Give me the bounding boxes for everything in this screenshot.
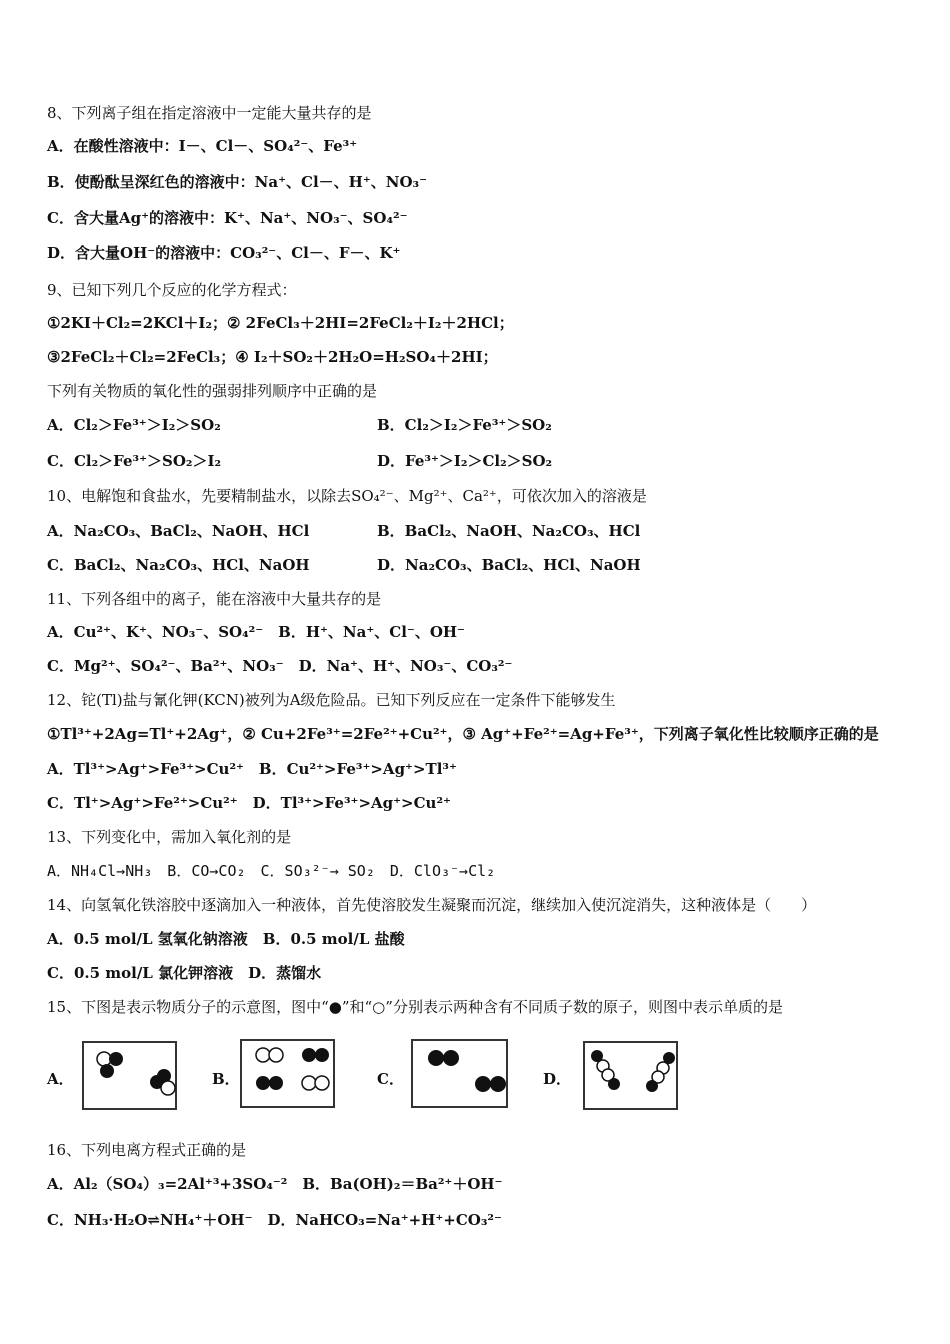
diagram-d-black-atom (646, 1080, 658, 1092)
q9-option-a: A．Cl₂＞Fe³⁺＞I₂＞SO₂ (47, 416, 221, 434)
q13-stem: 13、下列变化中，需加入氧化剂的是 (47, 828, 292, 846)
diagram-a-black-atom (100, 1064, 114, 1078)
q15-label-d: D． (543, 1070, 572, 1088)
q8-stem: 8、下列离子组在指定溶液中一定能大量共存的是 (47, 104, 372, 122)
q14-options-ab: A．0.5 mol/L 氢氧化钠溶液 B．0.5 mol/L 盐酸 (47, 930, 405, 948)
q12-options-ab: A．Tl³⁺>Ag⁺>Fe³⁺>Cu²⁺ B．Cu²⁺>Fe³⁺>Ag⁺>Tl³⁺ (47, 760, 457, 778)
q11-options-cd: C．Mg²⁺、SO₄²⁻、Ba²⁺、NO₃⁻ D．Na⁺、H⁺、NO₃⁻、CO₃²⁻ (47, 657, 513, 675)
q8-option-c: C．含大量Ag⁺的溶液中：K⁺、Na⁺、NO₃⁻、SO₄²⁻ (47, 209, 408, 227)
diagram-c-black-atom (443, 1050, 459, 1066)
diagram-c-box (412, 1040, 507, 1107)
diagram-b-black-atom (302, 1048, 316, 1062)
q9-option-c: C．Cl₂＞Fe³⁺＞SO₂＞I₂ (47, 452, 222, 470)
q14-stem: 14、向氢氧化铁溶胶中逐滴加入一种液体，首先使溶胶发生凝聚而沉淀，继续加入使沉淀消失，这种液体是（ ） (47, 896, 817, 914)
q8-option-d: D．含大量OH⁻的溶液中：CO₃²⁻、Cl－、F－、K⁺ (47, 244, 401, 262)
diagram-b-black-atom (256, 1076, 270, 1090)
diagram-c-black-atom (490, 1076, 506, 1092)
diagram-b-white-atom (256, 1048, 270, 1062)
q12-stem: 12、铊(Tl)盐与氰化钾(KCN)被列为A级危险品。已知下列反应在一定条件下能够发生 (47, 691, 616, 709)
q15-stem: 15、下图是表示物质分子的示意图，图中“●”和“○”分别表示两种含有不同质子数的原子，则图中表示单质的是 (47, 998, 783, 1016)
diagram-a-white-atom (161, 1081, 175, 1095)
q9-stem: 9、已知下列几个反应的化学方程式： (47, 281, 297, 299)
q12-equations: ①Tl³⁺+2Ag=Tl⁺+2Ag⁺，② Cu+2Fe³⁺=2Fe²⁺+Cu²⁺，③ Ag⁺+Fe²⁺=Ag+Fe³⁺，下列离子氧化性比较顺序正确的是 (47, 725, 879, 743)
diagram-b-black-atom (315, 1048, 329, 1062)
q16-options-ab: A．Al₂（SO₄）₃=2Al⁺³+3SO₄⁻² B．Ba(OH)₂＝Ba²⁺＋OH⁻ (47, 1175, 503, 1193)
q9-equation-1: ①2KI＋Cl₂=2KCl＋I₂；② 2FeCl₃＋2HI=2FeCl₂＋I₂＋2HCl； (47, 314, 514, 332)
diagram-a-white-atom (97, 1052, 111, 1066)
q11-options-ab: A．Cu²⁺、K⁺、NO₃⁻、SO₄²⁻ B．H⁺、Na⁺、Cl⁻、OH⁻ (47, 623, 465, 641)
q10-stem: 10、电解饱和食盐水，先要精制盐水，以除去SO₄²⁻、Mg²⁺、Ca²⁺，可依次加入的溶液是 (47, 487, 647, 505)
q15-label-b: B． (212, 1070, 240, 1088)
diagram-c-black-atom (475, 1076, 491, 1092)
diagram-a-black-atom (109, 1052, 123, 1066)
q8-option-a: A．在酸性溶液中：I－、Cl－、SO₄²⁻、Fe³⁺ (47, 137, 358, 155)
diagram-d-black-atom (608, 1078, 620, 1090)
diagram-b-white-atom (315, 1076, 329, 1090)
diagram-b-black-atom (269, 1076, 283, 1090)
q12-options-cd: C．Tl⁺>Ag⁺>Fe²⁺>Cu²⁺ D．Tl³⁺>Fe³⁺>Ag⁺>Cu²⁺ (47, 794, 451, 812)
q16-options-cd: C．NH₃·H₂O⇌NH₄⁺＋OH⁻ D．NaHCO₃=Na⁺+H⁺+CO₃²⁻ (47, 1211, 502, 1229)
q13-options: A．NH₄Cl→NH₃ B．CO→CO₂ C．SO₃²⁻→ SO₂ D．ClO₃⁻→Cl₂ (47, 862, 496, 880)
q9-question: 下列有关物质的氧化性的强弱排列顺序中正确的是 (47, 382, 378, 400)
q10-option-a: A．Na₂CO₃、BaCl₂、NaOH、HCl (47, 522, 310, 540)
q10-option-c: C．BaCl₂、Na₂CO₃、HCl、NaOH (47, 556, 310, 574)
diagram-b-white-atom (302, 1076, 316, 1090)
q10-option-d: D．Na₂CO₃、BaCl₂、HCl、NaOH (377, 556, 641, 574)
q15-label-c: C． (377, 1070, 404, 1088)
q9-option-b: B．Cl₂＞I₂＞Fe³⁺＞SO₂ (377, 416, 552, 434)
q9-option-d: D．Fe³⁺＞I₂＞Cl₂＞SO₂ (377, 452, 553, 470)
q9-equation-2: ③2FeCl₂＋Cl₂=2FeCl₃；④ I₂＋SO₂＋2H₂O=H₂SO₄＋2HI； (47, 348, 498, 366)
q8-option-b: B．使酚酞呈深红色的溶液中：Na⁺、Cl－、H⁺、NO₃⁻ (47, 173, 428, 191)
q11-stem: 11、下列各组中的离子，能在溶液中大量共存的是 (47, 590, 382, 608)
diagram-b-white-atom (269, 1048, 283, 1062)
q15-label-a: A． (47, 1070, 74, 1088)
q16-stem: 16、下列电离方程式正确的是 (47, 1141, 247, 1159)
q14-options-cd: C．0.5 mol/L 氯化钾溶液 D．蒸馏水 (47, 964, 322, 982)
diagram-c-black-atom (428, 1050, 444, 1066)
q10-option-b: B．BaCl₂、NaOH、Na₂CO₃、HCl (377, 522, 641, 540)
